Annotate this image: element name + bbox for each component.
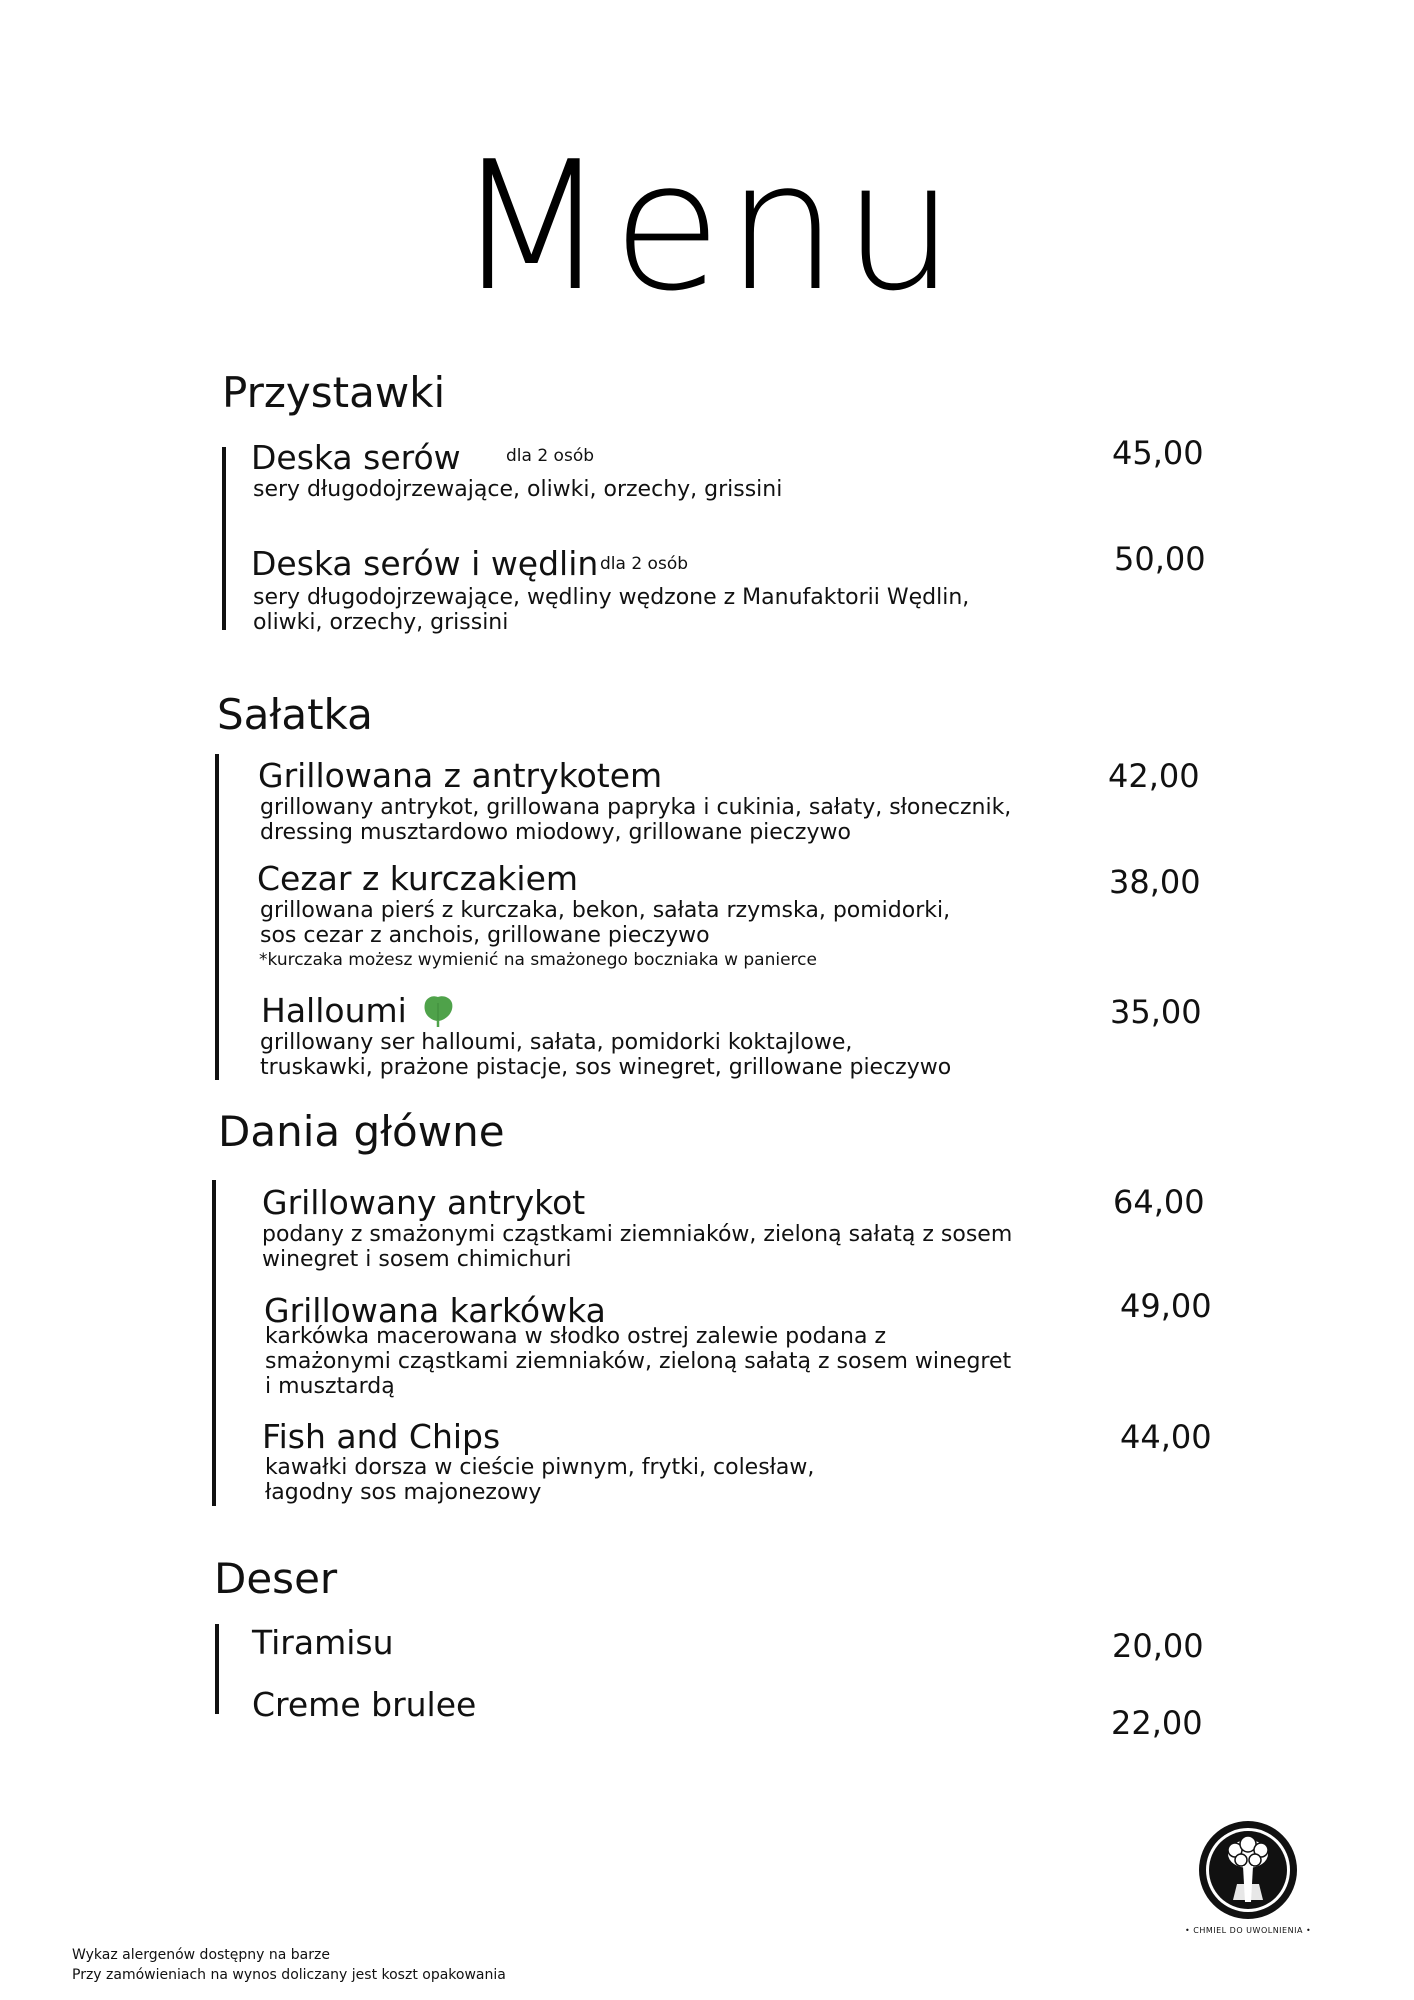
section-heading-dania-glowne: Dania główne bbox=[218, 1107, 505, 1156]
item-description: sery długodojrzewające, oliwki, orzechy, grissini bbox=[253, 477, 783, 502]
item-description: truskawki, prażone pistacje, sos winegret, grillowane pieczywo bbox=[260, 1055, 952, 1080]
item-description: łagodny sos majonezowy bbox=[265, 1480, 542, 1505]
section-divider-bar bbox=[215, 754, 219, 1080]
item-description: i musztardą bbox=[265, 1374, 395, 1399]
brand-logo bbox=[1185, 1818, 1312, 1935]
item-description: karkówka macerowana w słodko ostrej zalewie podana z bbox=[265, 1324, 887, 1349]
item-name: Grillowana karkówka bbox=[264, 1291, 606, 1330]
section-heading-deser: Deser bbox=[214, 1554, 338, 1603]
item-price: 50,00 bbox=[1114, 540, 1206, 578]
item-description: smażonymi cząstkami ziemniaków, zieloną sałatą z sosem winegret bbox=[265, 1349, 1012, 1374]
item-description: kawałki dorsza w cieście piwnym, frytki, colesław, bbox=[265, 1455, 815, 1480]
item-serving-note: dla 2 osób bbox=[600, 554, 689, 574]
item-footnote: *kurczaka możesz wymienić na smażonego boczniaka w panierce bbox=[259, 950, 817, 970]
vegetarian-leaf-icon bbox=[421, 993, 455, 1029]
item-name: Grillowany antrykot bbox=[262, 1183, 586, 1222]
item-price: 44,00 bbox=[1120, 1418, 1212, 1456]
footer-allergen-note: Wykaz alergenów dostępny na barze bbox=[72, 1947, 330, 1963]
item-description: grillowana pierś z kurczaka, bekon, sałata rzymska, pomidorki, bbox=[260, 898, 951, 923]
item-description: grillowany ser halloumi, sałata, pomidorki koktajlowe, bbox=[260, 1030, 853, 1055]
item-price: 64,00 bbox=[1113, 1183, 1205, 1221]
item-description: sery długodojrzewające, wędliny wędzone z Manufaktorii Wędlin, bbox=[253, 585, 970, 610]
item-description: winegret i sosem chimichuri bbox=[262, 1247, 572, 1272]
item-description: grillowany antrykot, grillowana papryka i cukinia, sałaty, słonecznik, bbox=[260, 795, 1012, 820]
section-divider-bar bbox=[222, 447, 226, 630]
item-description: sos cezar z anchois, grillowane pieczywo bbox=[260, 923, 710, 948]
section-divider-bar bbox=[212, 1180, 216, 1506]
item-name: Halloumi bbox=[261, 991, 407, 1030]
item-name: Cezar z kurczakiem bbox=[257, 859, 579, 898]
item-name: Creme brulee bbox=[252, 1685, 477, 1724]
item-price: 49,00 bbox=[1120, 1287, 1212, 1325]
section-divider-bar bbox=[215, 1624, 219, 1714]
item-price: 38,00 bbox=[1109, 863, 1201, 901]
item-description: podany z smażonymi cząstkami ziemniaków, zieloną sałatą z sosem bbox=[262, 1222, 1013, 1247]
logo-caption: • CHMIEL DO UWOLNIENIA • bbox=[1185, 1926, 1312, 1935]
item-price: 42,00 bbox=[1108, 757, 1200, 795]
footer-packaging-note: Przy zamówieniach na wynos doliczany jest koszt opakowania bbox=[72, 1967, 506, 1983]
item-price: 45,00 bbox=[1112, 434, 1204, 472]
item-name: Grillowana z antrykotem bbox=[258, 756, 663, 795]
menu-title: Menu bbox=[454, 123, 960, 330]
section-heading-przystawki: Przystawki bbox=[222, 368, 446, 417]
section-heading-salatka: Sałatka bbox=[217, 690, 373, 739]
item-name: Fish and Chips bbox=[262, 1417, 501, 1456]
item-name: Deska serów bbox=[251, 438, 461, 477]
item-description: dressing musztardowo miodowy, grillowane pieczywo bbox=[260, 820, 851, 845]
hop-plant-logo-icon bbox=[1191, 1818, 1305, 1922]
item-price: 22,00 bbox=[1111, 1704, 1203, 1742]
item-name: Tiramisu bbox=[252, 1623, 394, 1662]
item-description: oliwki, orzechy, grissini bbox=[253, 610, 509, 635]
item-name: Deska serów i wędlin bbox=[251, 544, 599, 583]
item-price: 20,00 bbox=[1112, 1627, 1204, 1665]
item-price: 35,00 bbox=[1110, 993, 1202, 1031]
item-serving-note: dla 2 osób bbox=[506, 446, 595, 466]
